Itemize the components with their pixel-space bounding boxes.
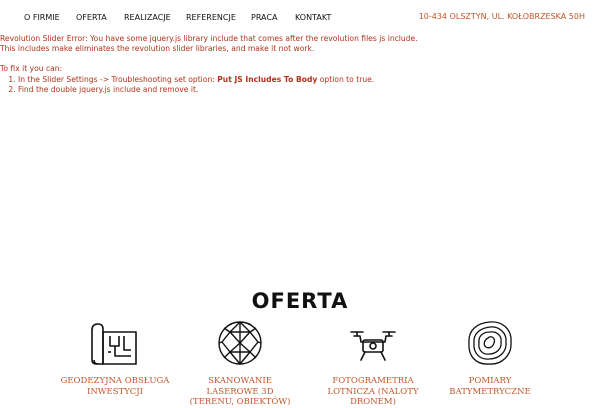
error-fix-intro: To fix it you can: <box>0 64 63 74</box>
offer-item-photogrammetry[interactable] <box>318 320 428 408</box>
offer-label-geodesy: GEODEZYJNA OBSŁUGA INWESTYCJI <box>60 376 170 397</box>
error-fix-option-name: Put JS Includes To Body <box>217 74 318 84</box>
top-navigation <box>0 0 600 36</box>
nav-item-praca[interactable]: PRACA <box>251 13 278 22</box>
drone-icon <box>349 320 397 366</box>
nav-item-oferta[interactable]: OFERTA <box>76 13 107 22</box>
error-line-2: This includes make eliminates the revolution slider libraries, and make it not work. <box>0 44 315 54</box>
error-fix-step-2: 2. Find the double jquery.js include and remove it. <box>18 85 590 95</box>
error-line-1: Revolution Slider Error: You have some jquery.js library include that comes after the revolution files js include. <box>0 34 418 43</box>
offer-item-laser-scanning[interactable] <box>185 320 295 408</box>
offer-label-photogrammetry: FOTOGRAMETRIA LOTNICZA (NALOTY DRONEM) <box>327 376 419 407</box>
offer-item-bathymetry[interactable] <box>435 320 545 397</box>
geodesic-sphere-icon <box>216 320 264 366</box>
error-fix-steps <box>0 75 590 95</box>
error-fix-step-1: 1. In the Slider Settings -> Troubleshooting set option: Put JS Includes To Body option to true. <box>18 75 590 85</box>
nav-item-referencje[interactable]: REFERENCJE <box>186 13 236 22</box>
nav-item-kontakt[interactable]: KONTAKT <box>295 13 332 22</box>
offer-item-geodesy[interactable] <box>60 320 170 397</box>
offer-section-title: OFERTA <box>251 289 349 313</box>
company-address: 10-434 OLSZTYN, UL. KOŁOBRZESKA 50H <box>418 12 585 21</box>
blueprint-icon <box>91 320 139 366</box>
offer-label-bathymetry: POMIARY BATYMETRYCZNE <box>449 376 531 397</box>
topographic-map-icon <box>466 320 514 366</box>
nav-item-realizacje[interactable]: REALIZACJE <box>124 13 171 22</box>
slider-error-message <box>0 34 590 95</box>
nav-item-o-firmie[interactable]: O FIRMIE <box>24 13 60 22</box>
offer-label-laser-scanning: SKANOWANIE LASEROWE 3D (TERENU, OBIEKTÓW) <box>189 376 291 407</box>
